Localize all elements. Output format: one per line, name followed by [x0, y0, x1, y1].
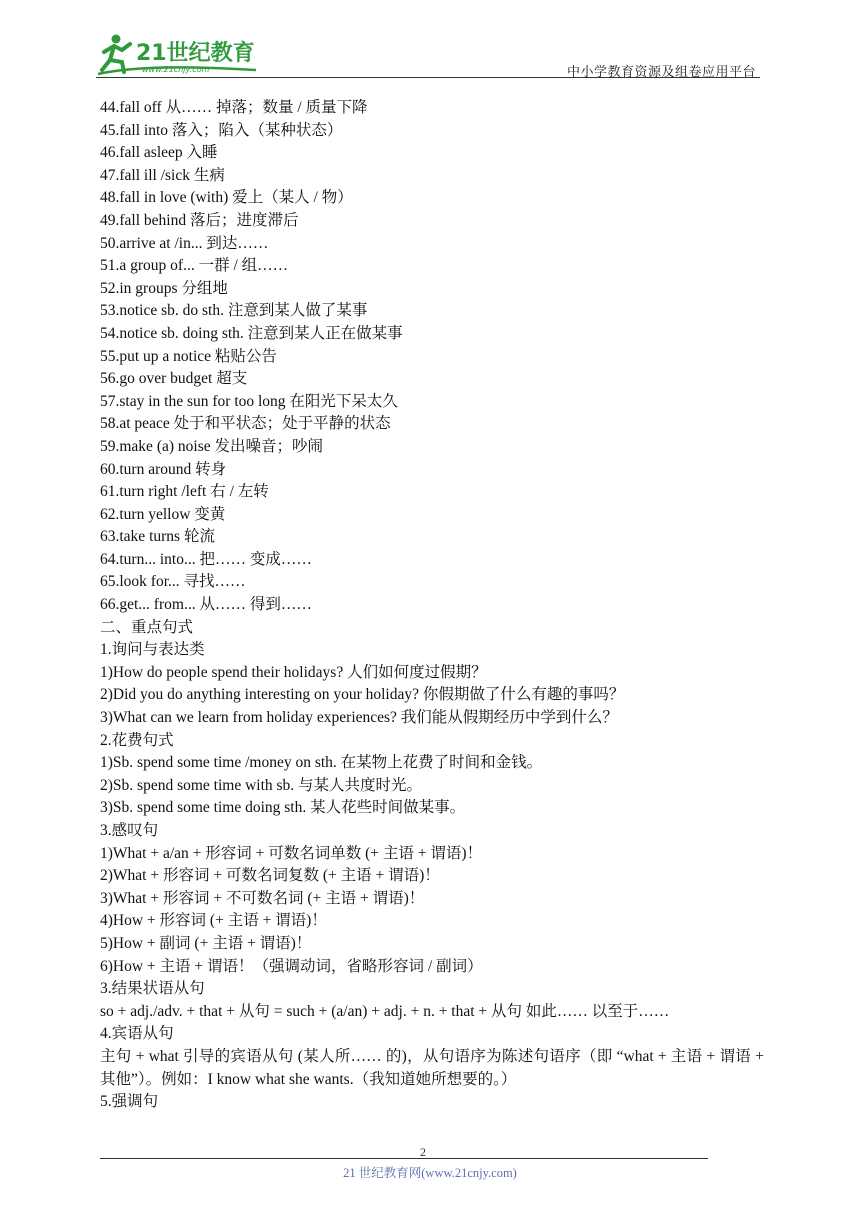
text-line: 48.fall in love (with) 爱上（某人 / 物） [100, 189, 353, 207]
runner-logo-icon [96, 30, 266, 78]
footer-site: 21 世纪教育网(www.21cnjy.com) [343, 1166, 517, 1180]
text-line: 59.make (a) noise 发出噪音；吵闹 [100, 437, 323, 455]
text-line: 45.fall into 落入；陷入（某种状态） [100, 121, 343, 139]
text-line: 53.notice sb. do sth. 注意到某人做了某事 [100, 302, 368, 320]
text-line: 57.stay in the sun for too long 在阳光下呆太久 [100, 392, 398, 410]
text-line: 56.go over budget 超支 [100, 370, 248, 388]
text-line: 2)What + 形容词 + 可数名词复数 (+ 主语 + 谓语)！ [100, 867, 440, 885]
logo [96, 30, 266, 78]
text-line: 62.turn yellow 变黄 [100, 505, 226, 523]
text-line: 58.at peace 处于和平状态；处于平静的状态 [100, 415, 391, 433]
text-line: 47.fall ill /sick 生病 [100, 166, 225, 184]
text-line: 1)Sb. spend some time /money on sth. 在某物上花费了时间和金钱。 [100, 754, 543, 772]
text-line: 1)How do people spend their holidays? 人们如何度过假期？ [100, 663, 487, 681]
text-line: 5)How + 副词 (+ 主语 + 谓语)！ [100, 934, 312, 952]
section-heading: 二、重点句式 [100, 618, 194, 636]
text-line: 2)Did you do anything interesting on your holiday? 你假期做了什么有趣的事吗？ [100, 686, 625, 704]
text-line: 6)How + 主语 + 谓语！（强调动词，省略形容词 / 副词） [100, 957, 483, 975]
text-line: 64.turn... into... 把…… 变成…… [100, 550, 312, 568]
result-clause-paragraph: so + adj./adv. + that + 从句 = such + (a/an) + adj. + n. + that + 从句 如此…… 以至于…… [100, 1002, 670, 1020]
text-line: 50.arrive at /in... 到达…… [100, 234, 269, 252]
text-line: 3)What can we learn from holiday experiences? 我们能从假期经历中学到什么？ [100, 709, 618, 727]
text-line: 61.turn right /left 右 / 左转 [100, 483, 269, 501]
document-body [100, 97, 764, 1114]
text-line: 51.a group of... 一群 / 组…… [100, 257, 289, 275]
svg-text:21世纪教育: 21世纪教育 [136, 41, 255, 66]
text-line: 60.turn around 转身 [100, 460, 227, 478]
text-line: 3)What + 形容词 + 不可数名词 (+ 主语 + 谓语)！ [100, 889, 425, 907]
text-line: 65.look for... 寻找…… [100, 573, 246, 591]
text-line: 52.in groups 分组地 [100, 279, 228, 297]
text-line: 55.put up a notice 粘贴公告 [100, 347, 277, 365]
text-line: 46.fall asleep 入睡 [100, 144, 218, 162]
text-line: 2)Sb. spend some time with sb. 与某人共度时光。 [100, 776, 423, 794]
text-line: 63.take turns 轮流 [100, 528, 215, 546]
text-line: 4)How + 形容词 (+ 主语 + 谓语)！ [100, 912, 327, 930]
page-header [96, 30, 760, 80]
subsection-heading: 3.感叹句 [100, 822, 159, 839]
svg-text:www.21cnjy.com: www.21cnjy.com [142, 65, 210, 74]
header-divider [96, 77, 760, 78]
subsection-heading: 5.强调句 [100, 1093, 159, 1111]
object-clause-paragraph: 主句 + what 引导的宾语从句 (某人所…… 的)，从句语序为陈述句语序（即 “what + 主语 + 谓语 + 其他”）。例如：I know what she wants.（我知道她所想要的。） [100, 1047, 764, 1088]
text-line: 49.fall behind 落后；进度滞后 [100, 211, 299, 229]
subsection-heading: 3.结果状语从句 [100, 980, 205, 998]
subsection-heading: 1.询问与表达类 [100, 641, 205, 659]
platform-name: 中小学教育资源及组卷应用平台 [566, 65, 756, 80]
subsection-heading: 4.宾语从句 [100, 1025, 174, 1043]
footer-divider [100, 1158, 708, 1159]
page-number: 2 [420, 1145, 426, 1159]
text-line: 66.get... from... 从…… 得到…… [100, 596, 312, 614]
text-line: 1)What + a/an + 形容词 + 可数名词单数 (+ 主语 + 谓语)！ [100, 844, 483, 862]
subsection-heading: 2.花费句式 [100, 731, 174, 749]
text-line: 54.notice sb. doing sth. 注意到某人正在做某事 [100, 324, 403, 342]
text-line: 44.fall off 从…… 掉落；数量 / 质量下降 [100, 99, 368, 116]
text-line: 3)Sb. spend some time doing sth. 某人花些时间做某事。 [100, 799, 466, 817]
